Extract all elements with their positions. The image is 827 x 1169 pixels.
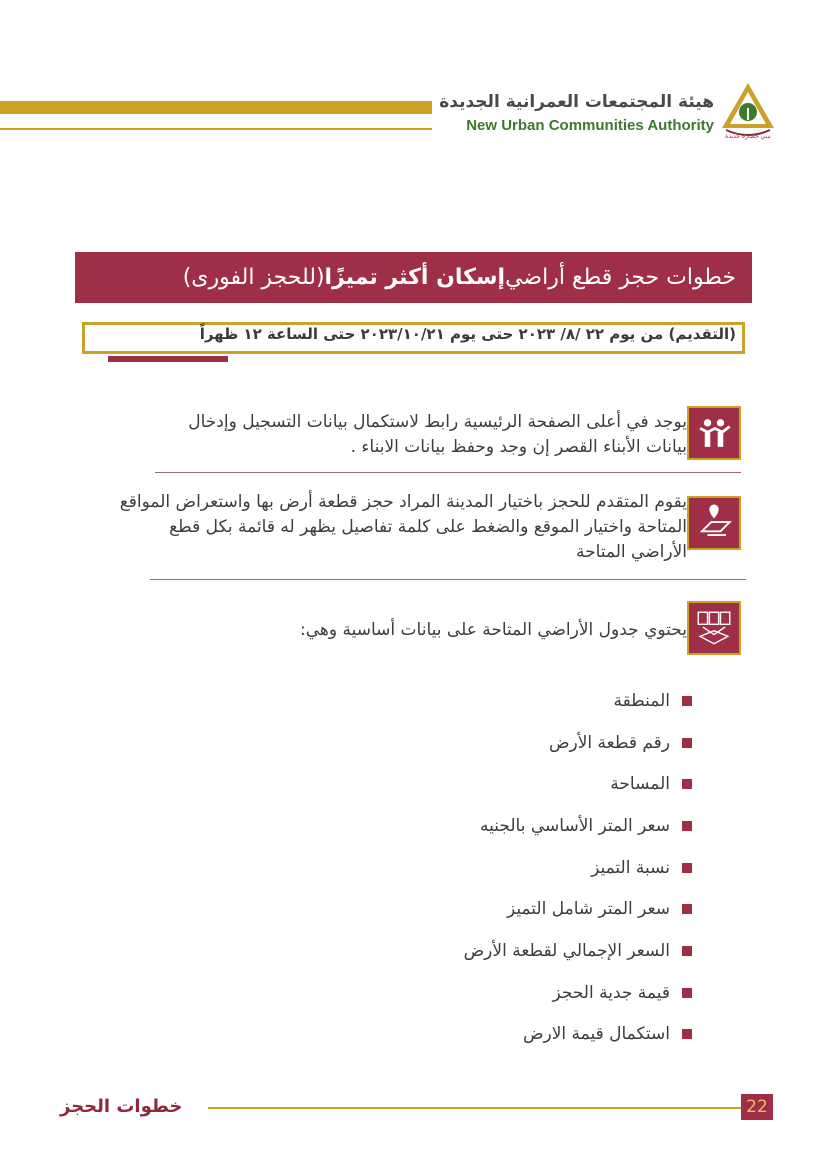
list-item: استكمال قيمة الارض xyxy=(272,1014,692,1056)
documents-icon xyxy=(687,601,741,655)
map-pin-icon xyxy=(687,496,741,550)
footer-section-title: خطوات الحجز xyxy=(60,1096,183,1117)
header-gold-line xyxy=(0,128,432,130)
list-item: قيمة جدية الحجز xyxy=(272,972,692,1014)
list-item: المنطقة xyxy=(272,680,692,722)
title-bold: إسكان أكثر تميزًا xyxy=(324,265,506,290)
date-underline-accent xyxy=(108,356,228,362)
bullet-square-icon xyxy=(682,738,692,748)
bullet-square-icon xyxy=(682,1029,692,1039)
people-icon xyxy=(687,406,741,460)
bullet-square-icon xyxy=(682,988,692,998)
page-title-banner xyxy=(75,252,752,303)
bullet-square-icon xyxy=(682,904,692,914)
step-separator-1 xyxy=(155,472,741,473)
bullet-square-icon xyxy=(682,946,692,956)
list-item: سعر المتر شامل التميز xyxy=(272,888,692,930)
bullet-square-icon xyxy=(682,696,692,706)
page-number: 22 xyxy=(741,1094,773,1120)
nuca-logo xyxy=(720,80,776,140)
step-2-text: يقوم المتقدم للحجز باختيار المدينة المراد حجز قطعة أرض بها واستعراض المواقع المتاحة واختيار الموقع والضغط على كلمة تفاصيل يظهر له قائمة بكل قطع الأراضي المتاحة xyxy=(119,492,687,562)
footer-gold-line xyxy=(208,1107,742,1109)
bullet-square-icon xyxy=(682,779,692,789)
org-name-english: New Urban Communities Authority xyxy=(466,117,714,134)
title-part-1: خطوات حجز قطع أراضي xyxy=(505,265,736,290)
list-item: نسبة التميز xyxy=(272,847,692,889)
logo-slogan: نبني حضارة جديدة xyxy=(725,133,771,140)
list-item: سعر المتر الأساسي بالجنيه xyxy=(272,805,692,847)
org-name-arabic: هيئة المجتمعات العمرانية الجديدة xyxy=(439,92,714,112)
list-item: المساحة xyxy=(272,763,692,805)
list-item: السعر الإجمالي لقطعة الأرض xyxy=(272,930,692,972)
step-separator-2 xyxy=(150,579,746,580)
header-gold-bar xyxy=(0,101,432,114)
step-3-text: يحتوي جدول الأراضي المتاحة على بيانات أساسية وهي: xyxy=(300,620,687,640)
list-item: رقم قطعة الأرض xyxy=(272,722,692,764)
bullet-square-icon xyxy=(682,863,692,873)
land-data-fields-list xyxy=(272,680,692,1055)
title-part-2: (للحجز الفورى) xyxy=(182,265,325,290)
step-1-text: يوجد في أعلى الصفحة الرئيسية رابط لاستكمال بيانات التسجيل وإدخال بيانات الأبناء القصر إن وجد وحفظ بيانات الابناء . xyxy=(188,412,687,457)
application-date-text: (التقديم) من يوم ٢٢ /٨/ ٢٠٢٣ حتى يوم ٢٠٢٣/١٠/٢١ حتى الساعة ١٢ ظهراً xyxy=(199,325,736,343)
bullet-square-icon xyxy=(682,821,692,831)
